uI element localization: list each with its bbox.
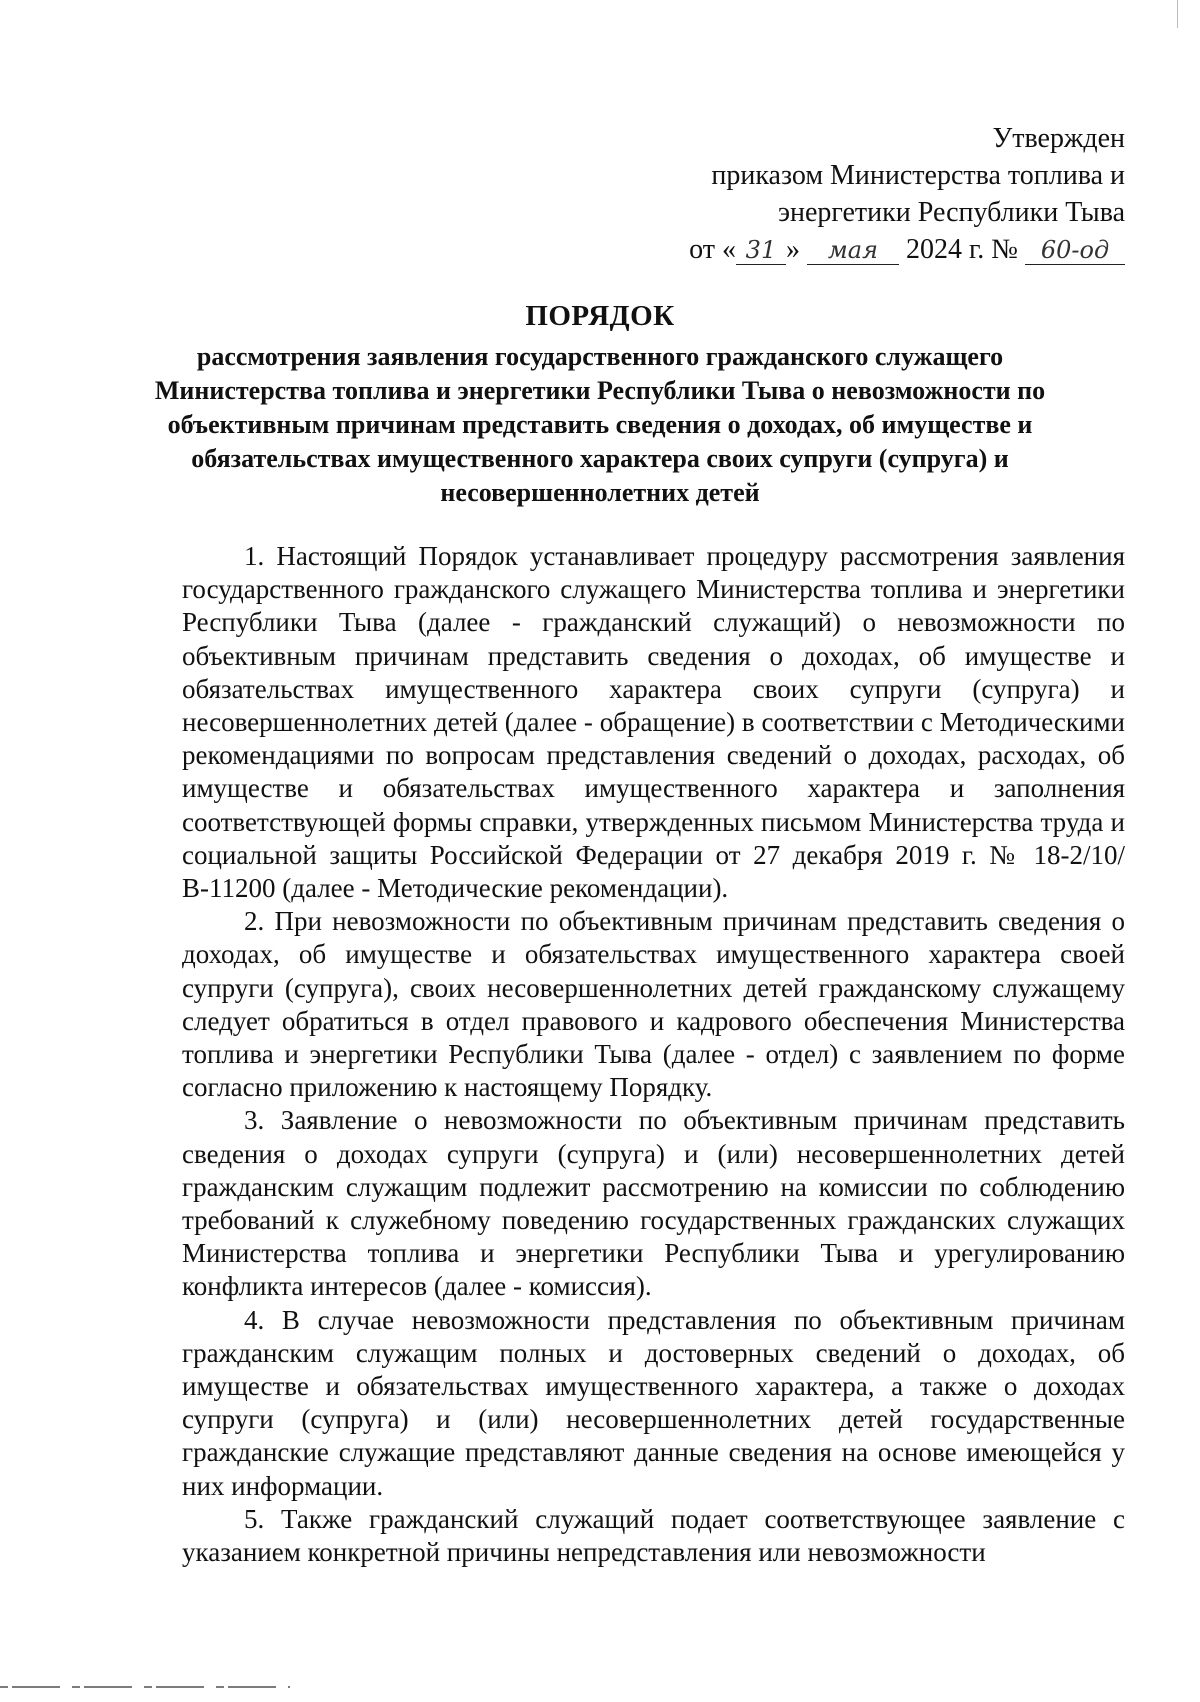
handwritten-day: 31 <box>736 236 786 265</box>
paragraph-1: 1. Настоящий Порядок устанавливает процедуру рассмотрения заявления государственного гражданского служащего Министерства топлива и энергетики Республики Тыва (далее - гражданский служащий) о невозможности по объективным причинам представить сведения о доходах, об имуществе и обязательствах имущественного характера своих супруги (супруга) и несовершеннолетних детей (далее - обращение) в соответствии с Методическими рекомендациями по вопросам представления сведений о доходах, расходах, об имуществе и обязательствах имущественного характера и заполнения соответствующей формы справки, утвержденных письмом Министерства труда и социальной защиты Российской Федерации от 27 декабря 2019 г. № 18-2/10/В-11200 (далее - Методические рекомендации). <box>182 541 1125 904</box>
approval-date-line <box>689 231 1125 268</box>
date-quote-close: » <box>785 234 800 265</box>
document-title: ПОРЯДОК <box>525 300 675 332</box>
document-subtitle: рассмотрения заявления государственного гражданского служащего Министерства топлива и энергетики Республики Тыва о невозможности по объективным причинам представить сведения о доходах, об имуществе и обязательствах имущественного характера своих супруги (супруга) и несовершеннолетних детей <box>154 342 1046 507</box>
handwritten-month: мая <box>807 236 899 265</box>
approval-line-1: Утвержден <box>992 123 1125 154</box>
scan-bottom-artifact <box>0 1686 290 1688</box>
paragraph-4: 4. В случае невозможности представления по объективным причинам гражданским служащим полных и достоверных сведений о доходах, об имуществе и обязательствах имущественного характера, а также о доходах супруги (супруга) и (или) несовершеннолетних детей государственные гражданские служащие представляют данные сведения на основе имеющейся у них информации. <box>182 1304 1125 1501</box>
approval-stamp-block <box>689 120 1125 268</box>
date-year-number-label: 2024 г. № <box>905 234 1018 265</box>
paragraph-5: 5. Также гражданский служащий подает соответствующее заявление с указанием конкретной причины непредставления или невозможности <box>182 1503 1125 1568</box>
date-prefix: от « <box>689 234 736 265</box>
approval-line-3: энергетики Республики Тыва <box>777 197 1125 228</box>
paragraph-3: 3. Заявление о невозможности по объективным причинам представить сведения о доходах супруги (супруга) и (или) несовершеннолетних детей гражданским служащим подлежит рассмотрению на комиссии по соблюдению требований к служебному поведению государственных гражданских служащих Министерства топлива и энергетики Республики Тыва и урегулированию конфликта интересов (далее - комиссия). <box>182 1105 1125 1302</box>
approval-line-2: приказом Министерства топлива и <box>711 160 1125 191</box>
paragraph-2: 2. При невозможности по объективным причинам представить сведения о доходах, об имуществе и обязательствах имущественного характера своей супруги (супруга), своих несовершеннолетних детей гражданскому служащему следует обратиться в отдел правового и кадрового обеспечения Министерства топлива и энергетики Республики Тыва (далее - отдел) с заявлением по форме согласно приложению к настоящему Порядку. <box>182 906 1125 1103</box>
document-body <box>182 540 1125 1569</box>
scan-edge-mark <box>1177 0 1178 28</box>
handwritten-order-number: 60-од <box>1025 236 1125 265</box>
document-heading <box>150 298 1050 510</box>
